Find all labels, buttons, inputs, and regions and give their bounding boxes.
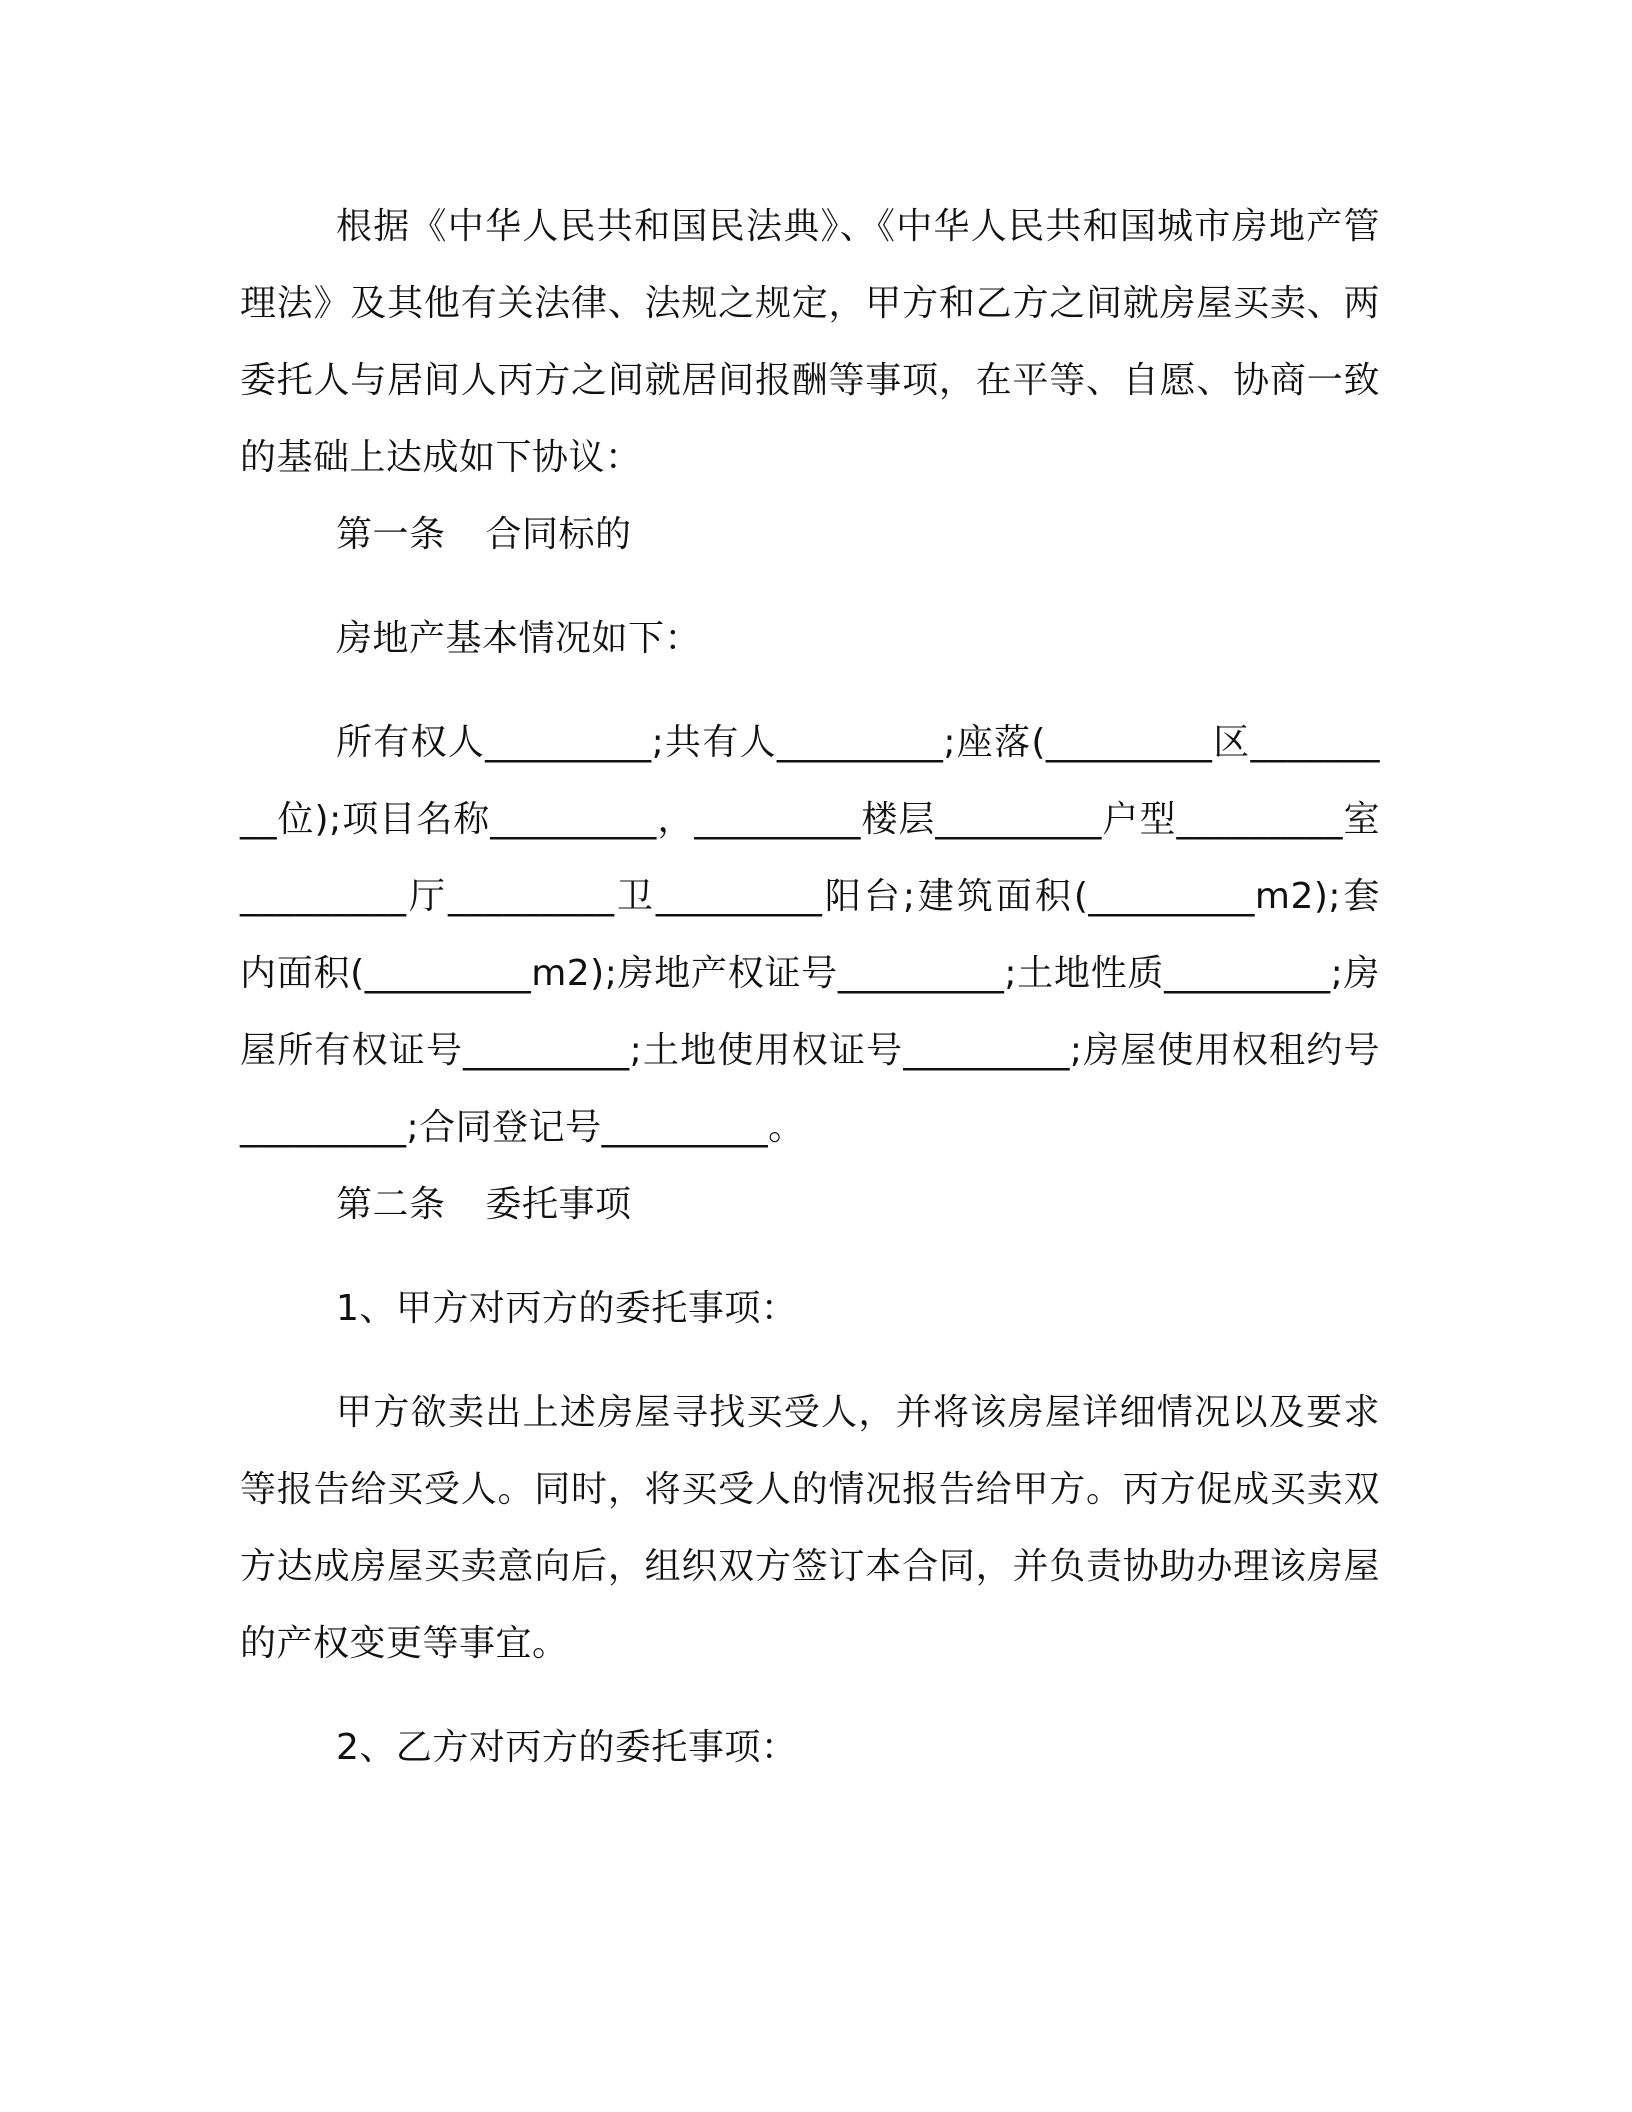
- intro-paragraph: 根据《中华人民共和国民法典》、《中华人民共和国城市房地产管理法》及其他有关法律、法规之规定，甲方和乙方之间就房屋买卖、两委托人与居间人丙方之间就居间报酬等事项，在平等、自愿、协商一致的基础上达成如下协议：: [240, 206, 1380, 478]
- property-details: 所有权人_________;共有人_________;座落(_________区_________位);项目名称_________，_________楼层_________户型_________室_________厅_________卫_________阳台;建筑面积(_________m2);套内面积(_________m2);房地产权证号_________;土地性质_________;房屋所有权证号_________;土地使用权证号_________;房屋使用权租约号_________;合同登记号_________。: [240, 722, 1380, 1148]
- article-2-title: 委托事项: [485, 1184, 632, 1225]
- article-1-number: 第一条: [336, 514, 446, 555]
- article-2-number: 第二条: [336, 1184, 446, 1225]
- item-1-heading: 1、甲方对丙方的委托事项：: [336, 1288, 798, 1329]
- property-intro: 房地产基本情况如下：: [336, 618, 702, 659]
- document-body: [240, 188, 1380, 1786]
- article-1-heading: [240, 496, 1380, 573]
- article-1-title: 合同标的: [485, 514, 632, 555]
- article-2-heading: [240, 1166, 1380, 1243]
- item-2-heading: 2、乙方对丙方的委托事项：: [336, 1727, 798, 1768]
- item-1-body: 甲方欲卖出上述房屋寻找买受人，并将该房屋详细情况以及要求等报告给买受人。同时，将买受人的情况报告给甲方。丙方促成买卖双方达成房屋买卖意向后，组织双方签订本合同，并负责协助办理该房屋的产权变更等事宜。: [240, 1392, 1380, 1664]
